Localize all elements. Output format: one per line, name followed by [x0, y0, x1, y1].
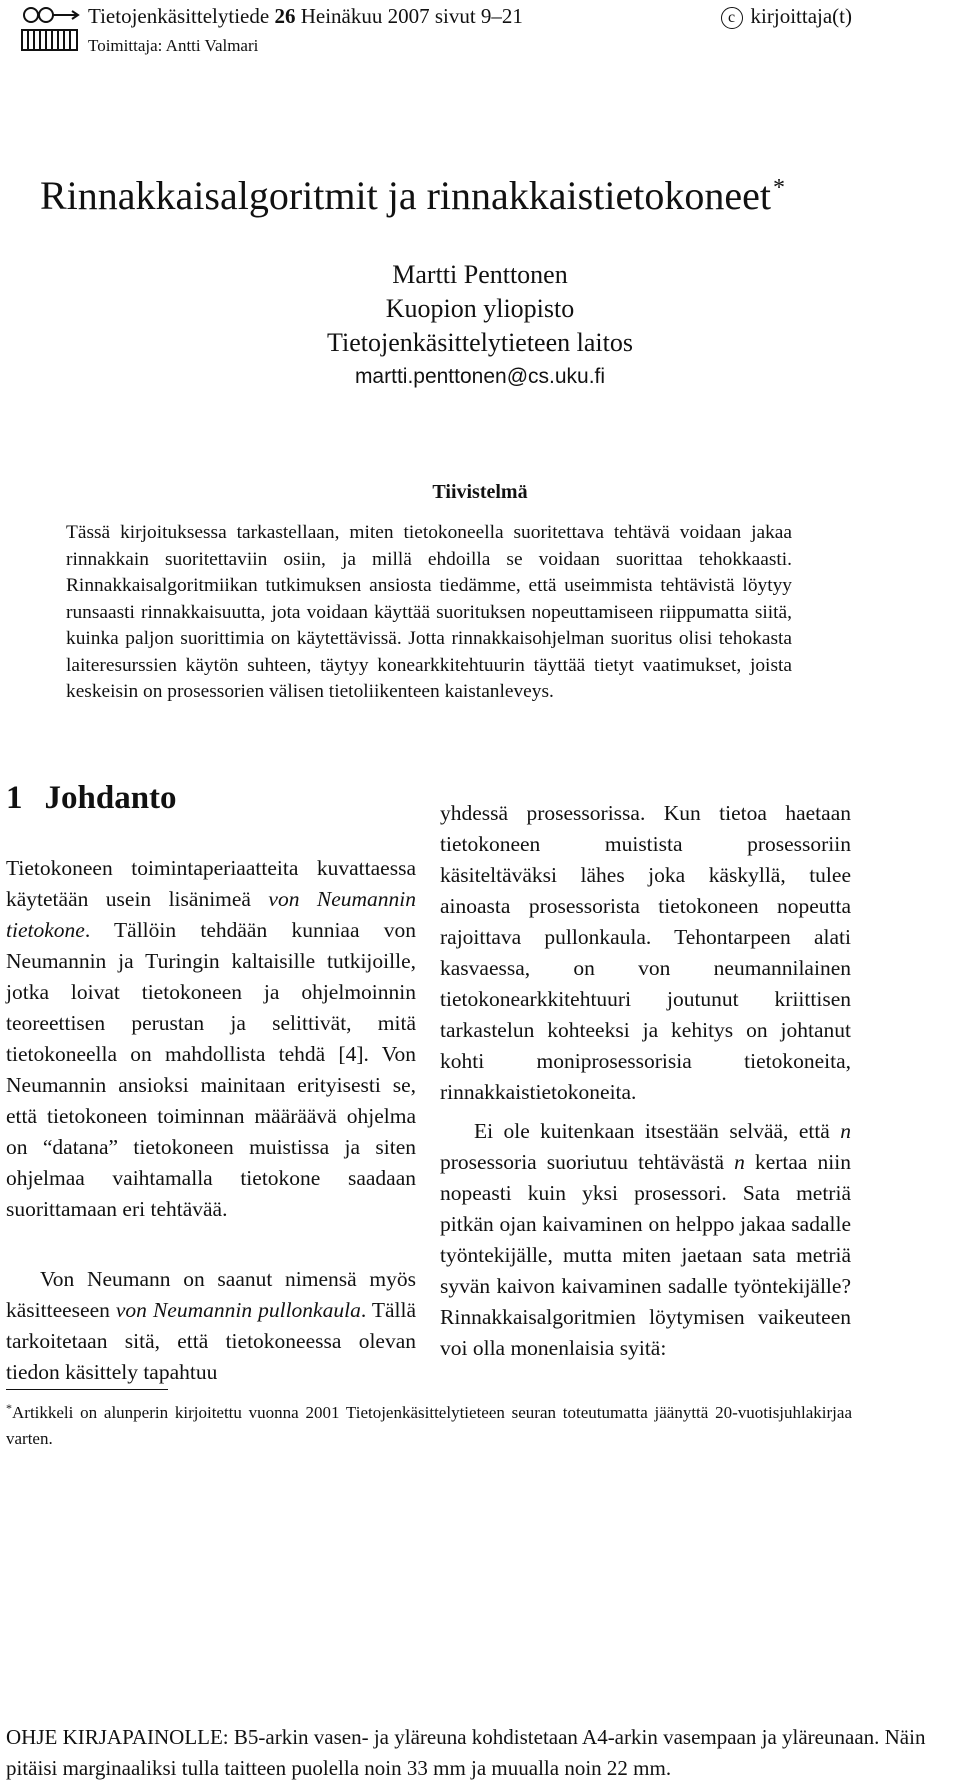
author-block — [0, 258, 960, 394]
paragraph-text: Ei ole kuitenkaan itsestään selvää, että — [474, 1119, 841, 1143]
journal-name: Tietojenkäsittelytiede — [88, 4, 270, 28]
section-title: Johdanto — [44, 780, 177, 816]
right-column-paragraph-1: yhdessä prosessorissa. Kun tietoa haetaan tietokoneen muistista prosessoriin käsiteltäväksi lähes joka käskyllä, tulee ainoasta prosessorista tietokoneen nopeutta rajoittava pullonkaula. Tehontarpeen alati kasvaessa, on von neumannilainen tietokonearkkitehtuuri joutunut kriittisen tarkastelun kohteeksi ja kehitys on johtanut kohti moniprosessorisia tietokoneita, rinnakkaistietokoneita. — [440, 801, 851, 1104]
emphasis-term: von Neumannin tietokone — [6, 887, 416, 942]
right-column-paragraph-2 — [440, 1116, 851, 1364]
left-column-paragraph-1 — [6, 853, 416, 1225]
paragraph-text: prosessoria suoriutuu tehtävästä — [440, 1150, 735, 1174]
copyright-icon: c — [721, 7, 743, 29]
journal-editor: Toimittaja: Antti Valmari — [88, 36, 259, 55]
paragraph-text: Tietokoneen toimintaperiaatteita kuvattaessa käytetään usein lisänimeä — [6, 856, 416, 911]
section-number: 1 — [6, 780, 23, 816]
copyright-text: kirjoittaja(t) — [750, 4, 852, 28]
section-heading — [6, 780, 177, 817]
math-variable: n — [840, 1119, 851, 1143]
abstract-heading: Tiivistelmä — [432, 481, 528, 503]
left-column-paragraph-2 — [6, 1264, 416, 1388]
title-footnote-mark: * — [772, 175, 785, 201]
paragraph-text: . Tällöin tehdään kunniaa von Neumannin ja Turingin kaltaisille tutkijoille, jotka loivat tietokoneen ja ohjelmoinnin teoreettisen perustan ja selittivät, mitä tietokoneella on mahdollista tehdä [4]. Von Neumannin ansioksi mainitaan erityisesti se, että tietokoneen toiminnan määräävä ohjelma on “datana” tietokoneen muistissa ja siten ohjelmaa vaihtamalla tietokone saadaan suorittamaan eri tehtävää. — [6, 918, 416, 1221]
abstract-text: Tässä kirjoituksessa tarkastellaan, miten tietokoneella suoritettava tehtävä voidaan jakaa rinnakkain suoritettaviin osiin, ja millä ehdoilla se voidaan suorittaa tehokkaasti. Rinnakkaisalgoritmiikan tutkimuksen ansiosta tiedämme, että useimmista tehtävistä löytyy runsaasti rinnakkaisuutta, jota voidaan käyttää suorituksen nopeuttamiseen riippumatta siitä, kuinka paljon suorittimia on käytettävissä. Jotta rinnakkaisohjelman suoritus olisi tehokasta laiteresurssien käytön suhteen, täytyy konearkkitehtuurin täyttää tietyt vaatimukset, joista keskeisin on prosessorien välisen tietoliikenteen kaistanleveys. — [66, 522, 792, 702]
footnote-text: Artikkeli on alunperin kirjoitettu vuonna 2001 Tietojenkäsittelytieteen seuran toteutumatta jäänyttä 20-vuotisjuhlakirjaa varten. — [6, 1403, 852, 1448]
paragraph-text: kertaa niin nopeasti kuin yksi prosessori. Sata metriä pitkän ojan kaivaminen on helppo jakaa sadalle työntekijälle, mutta miten jaetaan sata metriä syvän kaivon kaivaminen sadalle työntekijälle? Rinnakkaisalgoritmien löytymisen vaikeuteen voi olla monenlaisia syitä: — [440, 1150, 851, 1360]
math-variable: n — [734, 1150, 745, 1174]
printer-note: OHJE KIRJAPAINOLLE: B5-arkin vasen- ja yläreuna kohdistetaan A4-arkin vasempaan ja yläreunaan. Näin pitäisi marginaaliksi tulla taitteen puolella noin 33 mm ja muualla noin 22 mm. — [6, 1725, 926, 1780]
footnote-mark: * — [6, 1401, 12, 1415]
paragraph-text: . Tällä tarkoitetaan sitä, että tietokoneessa olevan tiedon käsittely tapahtuu — [6, 1298, 416, 1384]
publisher-logo-icon — [20, 6, 82, 58]
copyright-notice — [721, 4, 852, 29]
journal-date-pages: Heinäkuu 2007 sivut 9–21 — [300, 4, 523, 28]
footnote-rule — [6, 1389, 168, 1390]
author-name: Martti Penttonen — [392, 260, 568, 289]
journal-issue: 26 — [274, 4, 296, 28]
affiliation-department: Tietojenkäsittelytieteen laitos — [327, 328, 633, 357]
paper-title — [40, 172, 785, 219]
affiliation-university: Kuopion yliopisto — [385, 294, 575, 323]
footnote — [6, 1395, 852, 1452]
paper-title-text: Rinnakkaisalgoritmit ja rinnakkaistietokoneet — [40, 173, 771, 218]
paragraph-text: Von Neumann on saanut nimensä myös käsitteeseen — [6, 1267, 416, 1322]
journal-header — [88, 4, 523, 29]
emphasis-term: von Neumannin pullonkaula — [115, 1298, 361, 1322]
author-email: martti.penttonen@cs.uku.fi — [354, 365, 606, 388]
